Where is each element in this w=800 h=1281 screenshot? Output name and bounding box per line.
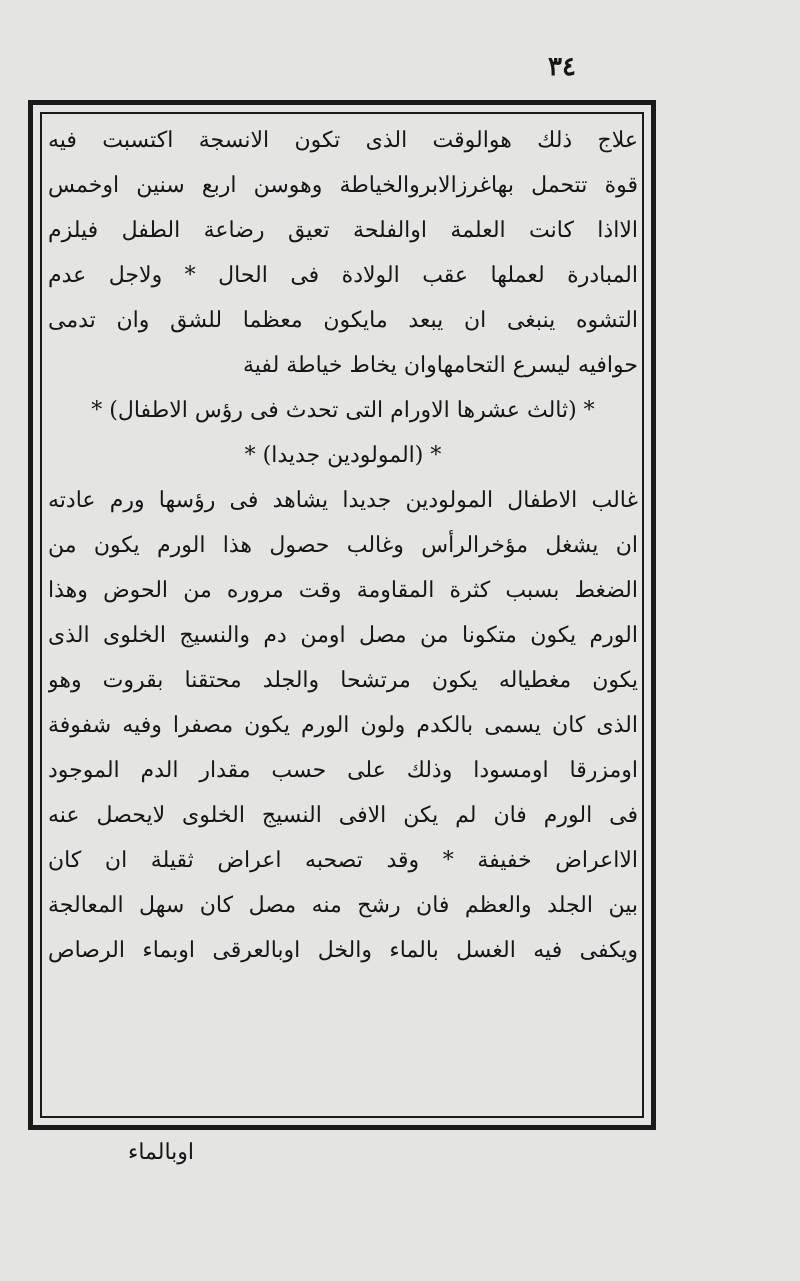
page-number: ٣٤ (548, 52, 576, 82)
text-line: اومزرقا اومسودا وذلك على حسب مقدار الدم الموجود (48, 758, 638, 783)
text-line: المبادرة لعملها عقب الولادة فى الحال * ولاجل عدم (48, 263, 638, 288)
section-subheading: * (المولودين جديدا) * (244, 443, 442, 468)
catchword: اوبالماء (128, 1140, 195, 1165)
text-line: ان يشغل مؤخرالرأس وغالب حصول هذا الورم يكون من (48, 533, 638, 558)
text-line: الورم يكون متكونا من مصل اومن دم والنسيج الخلوى الذى (48, 623, 638, 648)
text-line: غالب الاطفال المولودين جديدا يشاهد فى رؤسها ورم عادته (48, 488, 638, 513)
text-line: حوافيه ليسرع التحامهاوان يخاط خياطة لفية (243, 353, 638, 378)
text-line: يكون مغطياله يكون مرتشحا والجلد محتقنا بقروت وهو (48, 668, 638, 693)
text-line: الضغط بسبب كثرة المقاومة وقت مروره من الحوض وهذا (48, 578, 638, 603)
text-line: قوة تتحمل بهاغرزالابروالخياطة وهوسن اربع سنين اوخمس (48, 173, 638, 198)
text-line: الذى كان يسمى بالكدم ولون الورم يكون مصفرا وفيه شفوفة (48, 713, 638, 738)
text-block (48, 118, 638, 1108)
text-line: فى الورم فان لم يكن الافى النسيج الخلوى لايحصل عنه (48, 803, 638, 828)
text-line: الااعراض خفيفة * وقد تصحبه اعراض ثقيلة ان كان (48, 848, 638, 873)
text-line: علاج ذلك هوالوقت الذى تكون الانسجة اكتسبت فيه (48, 128, 638, 153)
text-line: ويكفى فيه الغسل بالماء والخل اوبالعرقى اوبماء الرصاص (48, 938, 638, 963)
text-line: بين الجلد والعظم فان رشح منه مصل كان سهل المعالجة (48, 893, 638, 918)
text-line: التشوه ينبغى ان يبعد مايكون معظما للشق وان تدمى (48, 308, 638, 333)
text-line: الااذا كانت العلمة اوالفلحة تعيق رضاعة الطفل فيلزم (48, 218, 638, 243)
section-heading: * (ثالث عشرها الاورام التى تحدث فى رؤس الاطفال) * (91, 398, 595, 423)
